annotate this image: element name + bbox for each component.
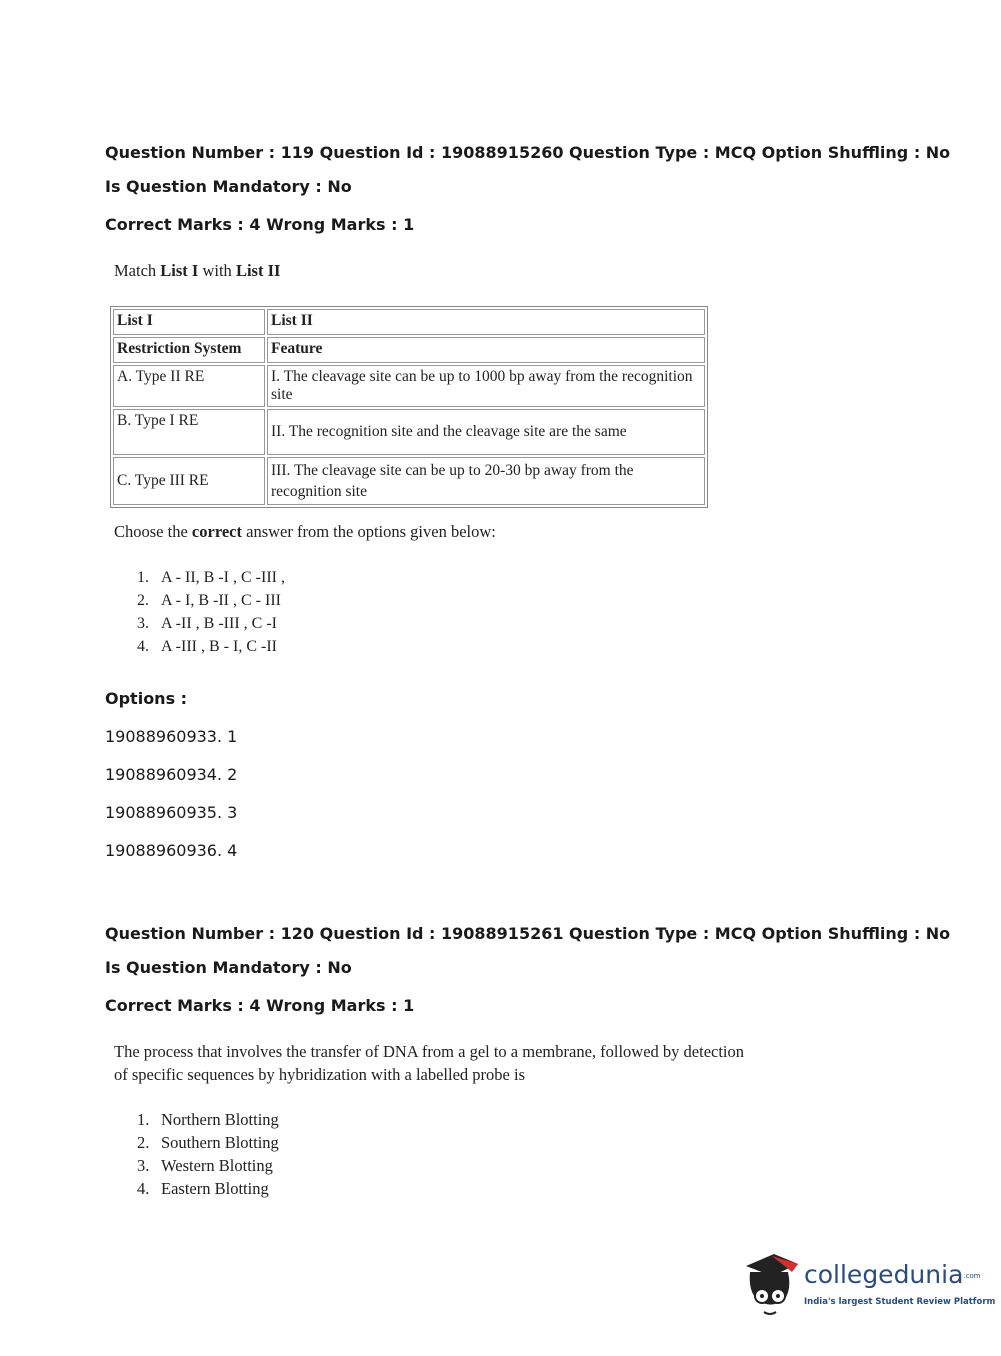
q119-prompt-mid: with <box>198 261 236 280</box>
list-item: 2. A - I, B -II , C - III <box>137 592 281 609</box>
list-item: 3. Western Blotting <box>137 1156 273 1175</box>
logo-tagline: India's largest Student Review Platform <box>804 1297 996 1307</box>
q120-header: Question Number : 120 Question Id : 19088915261 Question Type : MCQ Option Shuffling : No <box>105 924 951 943</box>
option-item: 19088960933. 1 <box>105 727 238 746</box>
q120-prompt: The process that involves the transfer of DNA from a gel to a membrane, followed by detection of specific sequences by hybridization with a labelled probe is <box>114 1042 745 1084</box>
q119-header: Question Number : 119 Question Id : 19088915260 Question Type : MCQ Option Shuffling : No <box>105 143 951 162</box>
table-header-row <box>113 309 705 335</box>
table-row <box>113 457 705 505</box>
table-row <box>113 365 705 407</box>
list-item: 3. A -II , B -III , C -I <box>137 615 277 632</box>
collegedunia-logo <box>742 1250 996 1320</box>
list-item: 4. Eastern Blotting <box>137 1179 269 1198</box>
q120-marks: Correct Marks : 4 Wrong Marks : 1 <box>105 996 415 1015</box>
option-item: 19088960934. 2 <box>105 765 238 784</box>
list-item: 1. Northern Blotting <box>137 1110 279 1129</box>
options-label: Options : <box>105 689 188 708</box>
list-item: 2. Southern Blotting <box>137 1133 279 1152</box>
q120-mandatory: Is Question Mandatory : No <box>105 958 352 977</box>
q119-choose-instruction: Choose the correct answer from the options given below: <box>114 522 496 541</box>
q120-choices <box>137 1108 279 1200</box>
q119-marks: Correct Marks : 4 Wrong Marks : 1 <box>105 215 415 234</box>
logo-wordmark: collegedunia.com <box>804 1260 981 1289</box>
q119-choices <box>137 566 285 658</box>
q119-prompt-pre: Match <box>114 261 161 280</box>
table-cell-list2: I. The cleavage site can be up to 1000 bp away from the recognition site <box>267 365 705 407</box>
list-item: 4. A -III , B - I, C -II <box>137 638 277 655</box>
table-cell-list2: II. The recognition site and the cleavage site are the same <box>267 409 705 455</box>
mascot-icon <box>742 1250 804 1320</box>
table-header-list1: List I <box>113 309 265 335</box>
table-row <box>113 409 705 455</box>
table-cell-list1: B. Type I RE <box>113 409 265 455</box>
q119-prompt-list2: List II <box>235 261 281 280</box>
q119-mandatory: Is Question Mandatory : No <box>105 177 352 196</box>
table-subheader-col1: Restriction System <box>113 337 265 363</box>
option-item: 19088960935. 3 <box>105 803 238 822</box>
q119-prompt-list1: List I <box>160 261 199 280</box>
table-cell-list1: C. Type III RE <box>113 457 265 505</box>
list-item: 1. A - II, B -I , C -III , <box>137 569 285 586</box>
table-header-list2: List II <box>267 309 705 335</box>
table-subheader-col2: Feature <box>267 337 705 363</box>
option-item: 19088960936. 4 <box>105 841 238 860</box>
table-cell-list1: A. Type II RE <box>113 365 265 407</box>
table-subheader-row <box>113 337 705 363</box>
q119-prompt <box>114 259 280 282</box>
match-table <box>110 306 708 508</box>
table-cell-list2: III. The cleavage site can be up to 20-30 bp away from the recognition site <box>267 457 705 505</box>
